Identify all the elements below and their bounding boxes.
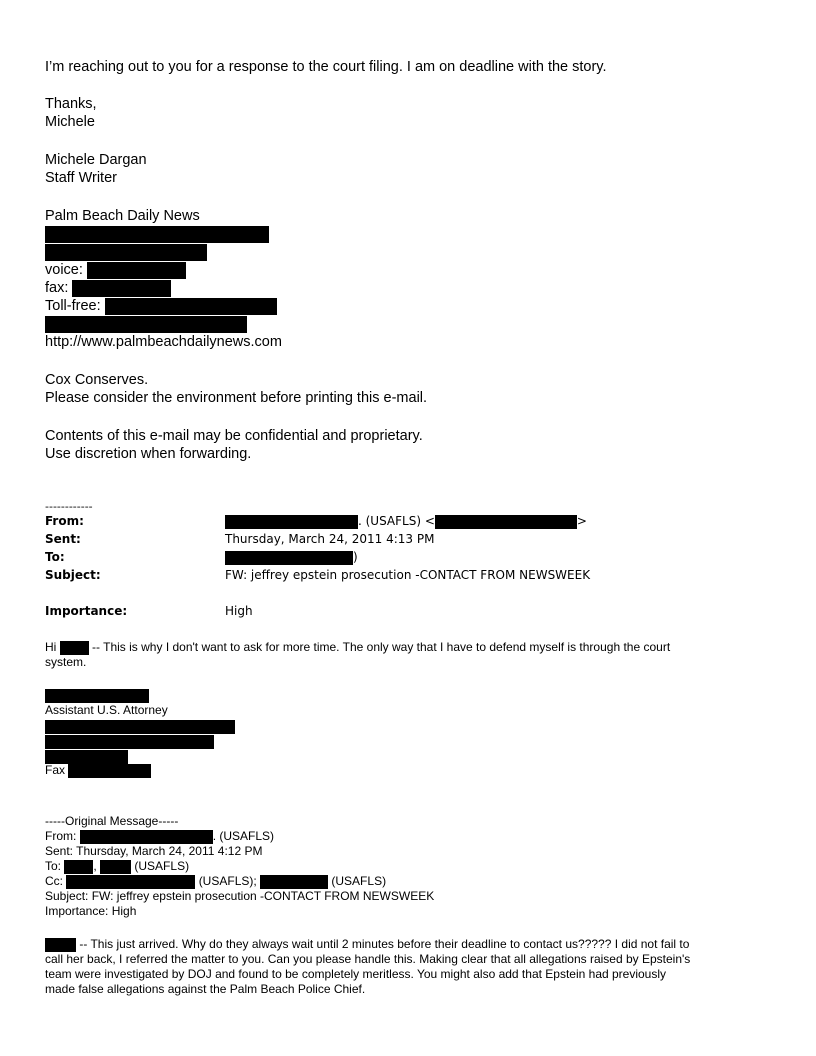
redaction-original-cc-1: [66, 875, 195, 889]
original-from-label: From:: [45, 829, 77, 843]
sent-value: Thursday, March 24, 2011 4:13 PM: [225, 532, 435, 546]
request-text: I’m reaching out to you for a response to the court filing. I am on deadline with the story.: [45, 59, 607, 75]
sender-fax-line: [45, 763, 151, 778]
from-label: From:: [45, 514, 84, 528]
redaction-address-2: [45, 243, 207, 261]
original-to-comma: ,: [93, 859, 97, 873]
voice-label: voice:: [45, 262, 83, 278]
original-cc-line: [45, 874, 386, 889]
original-cc-suffix-2: (USAFLS): [331, 874, 387, 888]
header-separator: ------------: [45, 500, 93, 513]
reply-greeting: Hi: [45, 640, 57, 654]
redaction-original-to-1: [64, 860, 93, 874]
redaction-from-name: [225, 515, 358, 529]
original-from-line: [45, 829, 274, 844]
original-body-line-2: call her back, I referred the matter to you. Can you please handle this. Making clear that all allegations raised by Epstein's: [45, 952, 691, 966]
original-cc-suffix-1: (USAFLS);: [198, 874, 257, 888]
original-cc-label: Cc:: [45, 874, 63, 888]
to-close: ): [353, 550, 358, 564]
importance-value: High: [225, 604, 253, 618]
redaction-from-email: [435, 515, 577, 529]
tagline-text: Cox Conserves.: [45, 372, 149, 388]
redaction-to: [225, 551, 353, 565]
voice-line: [45, 261, 186, 279]
subject-label: Subject:: [45, 568, 101, 582]
redaction-original-body-name: [45, 938, 76, 952]
sent-label: Sent:: [45, 532, 81, 546]
confidential-note-1: Contents of this e-mail may be confidential and proprietary.: [45, 428, 423, 444]
fax-line: [45, 279, 171, 297]
from-close: >: [576, 514, 587, 528]
tollfree-label: Toll-free:: [45, 298, 101, 314]
from-suffix: . (USAFLS) <: [358, 514, 435, 528]
original-to-line: [45, 859, 189, 874]
importance-label: Importance:: [45, 604, 128, 618]
original-body-line-3: team were investigated by DOJ and found to be completely meritless. You might also add that Epstein had previously: [45, 967, 667, 981]
first-name-text: Michele: [45, 114, 95, 130]
redaction-tollfree: [105, 298, 277, 315]
to-value: [225, 550, 358, 565]
redaction-reply-name: [60, 641, 89, 655]
signature-name: Michele Dargan: [45, 152, 147, 168]
thanks-text: Thanks,: [45, 96, 97, 112]
reply-text-2: system.: [45, 655, 87, 669]
reply-line-1: [45, 640, 670, 655]
redaction-original-to-2: [100, 860, 131, 874]
original-body-line-4: made false allegations against the Palm Beach Police Chief.: [45, 982, 366, 996]
sender-role: Assistant U.S. Attorney: [45, 703, 168, 717]
sender-fax-label: Fax: [45, 763, 66, 777]
fax-label: fax:: [45, 280, 69, 296]
original-body-text-1: -- This just arrived. Why do they always wait until 2 minutes before their deadline to contact us????? I did not fail to: [79, 937, 690, 951]
from-value: [225, 514, 587, 529]
subject-value: FW: jeffrey epstein prosecution -CONTACT FROM NEWSWEEK: [225, 568, 591, 582]
confidential-note-2: Use discretion when forwarding.: [45, 446, 252, 462]
redaction-original-cc-2: [260, 875, 328, 889]
website-link[interactable]: http://www.palmbeachdailynews.com: [45, 334, 282, 350]
tollfree-line: [45, 297, 277, 315]
signature-org: Palm Beach Daily News: [45, 208, 200, 224]
redaction-address-1: [45, 225, 269, 243]
original-subject-line: Subject: FW: jeffrey epstein prosecution -CONTACT FROM NEWSWEEK: [45, 889, 435, 903]
original-from-suffix: . (USAFLS): [212, 829, 275, 843]
signature-title: Staff Writer: [45, 170, 117, 186]
redaction-original-from: [80, 830, 213, 844]
reply-text-1: -- This is why I don't want to ask for more time. The only way that I have to defend myself is through the court: [92, 640, 671, 654]
original-to-suffix: (USAFLS): [134, 859, 190, 873]
to-label: To:: [45, 550, 65, 564]
original-to-label: To:: [45, 859, 62, 873]
environment-note: Please consider the environment before printing this e-mail.: [45, 390, 428, 406]
original-sent-line: Sent: Thursday, March 24, 2011 4:12 PM: [45, 844, 263, 858]
redaction-sender-fax: [68, 764, 151, 778]
original-importance-line: Importance: High: [45, 904, 137, 918]
redaction-email: [45, 315, 247, 333]
redaction-fax: [72, 280, 171, 297]
original-body-line-1: [45, 937, 689, 952]
original-separator: -----Original Message-----: [45, 814, 179, 828]
redaction-voice: [87, 262, 186, 279]
